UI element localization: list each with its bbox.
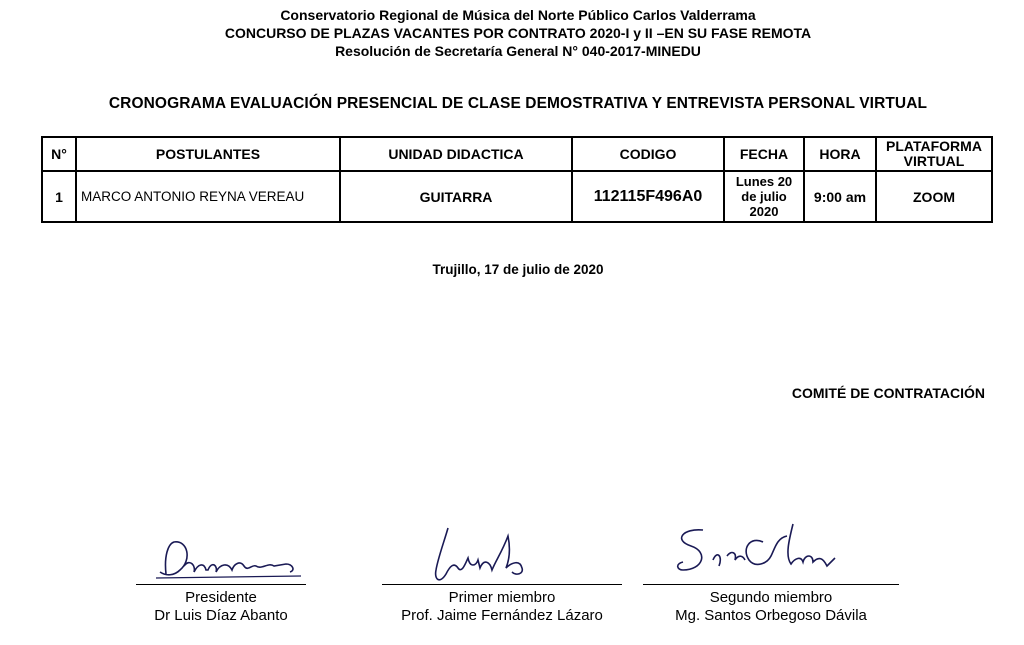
col-fecha-header: FECHA	[724, 137, 804, 171]
row-plataforma: ZOOM	[876, 171, 992, 222]
col-num-header: N°	[42, 137, 76, 171]
table-row	[42, 171, 992, 222]
document-header	[0, 6, 1024, 60]
committee-label: COMITÉ DE CONTRATACIÓN	[791, 385, 985, 401]
first-member-name: Prof. Jaime Fernández Lázaro	[401, 607, 603, 624]
row-postulante: MARCO ANTONIO REYNA VEREAU	[76, 171, 340, 222]
col-plataforma-header-line1: PLATAFORMA	[886, 138, 982, 154]
signature-first-member	[382, 522, 622, 586]
signature-second-member	[643, 520, 899, 586]
row-fecha-line3: 2020	[749, 204, 779, 219]
president-name: Dr Luis Díaz Abanto	[154, 607, 288, 624]
col-plataforma-header	[876, 137, 992, 171]
schedule-title: CRONOGRAMA EVALUACIÓN PRESENCIAL DE CLASE DEMOSTRATIVA Y ENTREVISTA PERSONAL VIRTUAL	[108, 95, 928, 112]
signature-president	[136, 536, 306, 586]
row-fecha-line1: Lunes 20	[735, 174, 793, 189]
signature-block-first-member	[382, 584, 622, 625]
row-unidad: GUITARRA	[340, 171, 572, 222]
row-hora: 9:00 am	[804, 171, 876, 222]
president-role: Presidente	[185, 589, 257, 606]
col-unidad-header: UNIDAD DIDACTICA	[340, 137, 572, 171]
col-codigo-header: CODIGO	[572, 137, 724, 171]
second-member-role: Segundo miembro	[709, 589, 833, 606]
col-postulantes-header: POSTULANTES	[76, 137, 340, 171]
institution-name: Conservatorio Regional de Música del Norte Público Carlos Valderrama	[280, 7, 756, 23]
place-date: Trujillo, 17 de julio de 2020	[432, 262, 604, 277]
table-header-row	[42, 137, 992, 171]
second-member-name: Mg. Santos Orbegoso Dávila	[675, 607, 867, 624]
contest-title: CONCURSO DE PLAZAS VACANTES POR CONTRATO 2020-I y II –EN SU FASE REMOTA	[224, 25, 812, 41]
resolution-line: Resolución de Secretaría General N° 040-2017-MINEDU	[335, 43, 701, 59]
row-fecha-line2: de julio	[741, 189, 787, 204]
schedule-table	[41, 136, 993, 223]
signature-block-president	[136, 584, 306, 625]
col-plataforma-header-line2: VIRTUAL	[903, 153, 965, 169]
first-member-role: Primer miembro	[448, 589, 556, 606]
row-num: 1	[42, 171, 76, 222]
row-codigo: 112115F496A0	[572, 171, 724, 222]
signature-block-second-member	[643, 584, 899, 625]
row-fecha	[724, 171, 804, 222]
col-hora-header: HORA	[804, 137, 876, 171]
